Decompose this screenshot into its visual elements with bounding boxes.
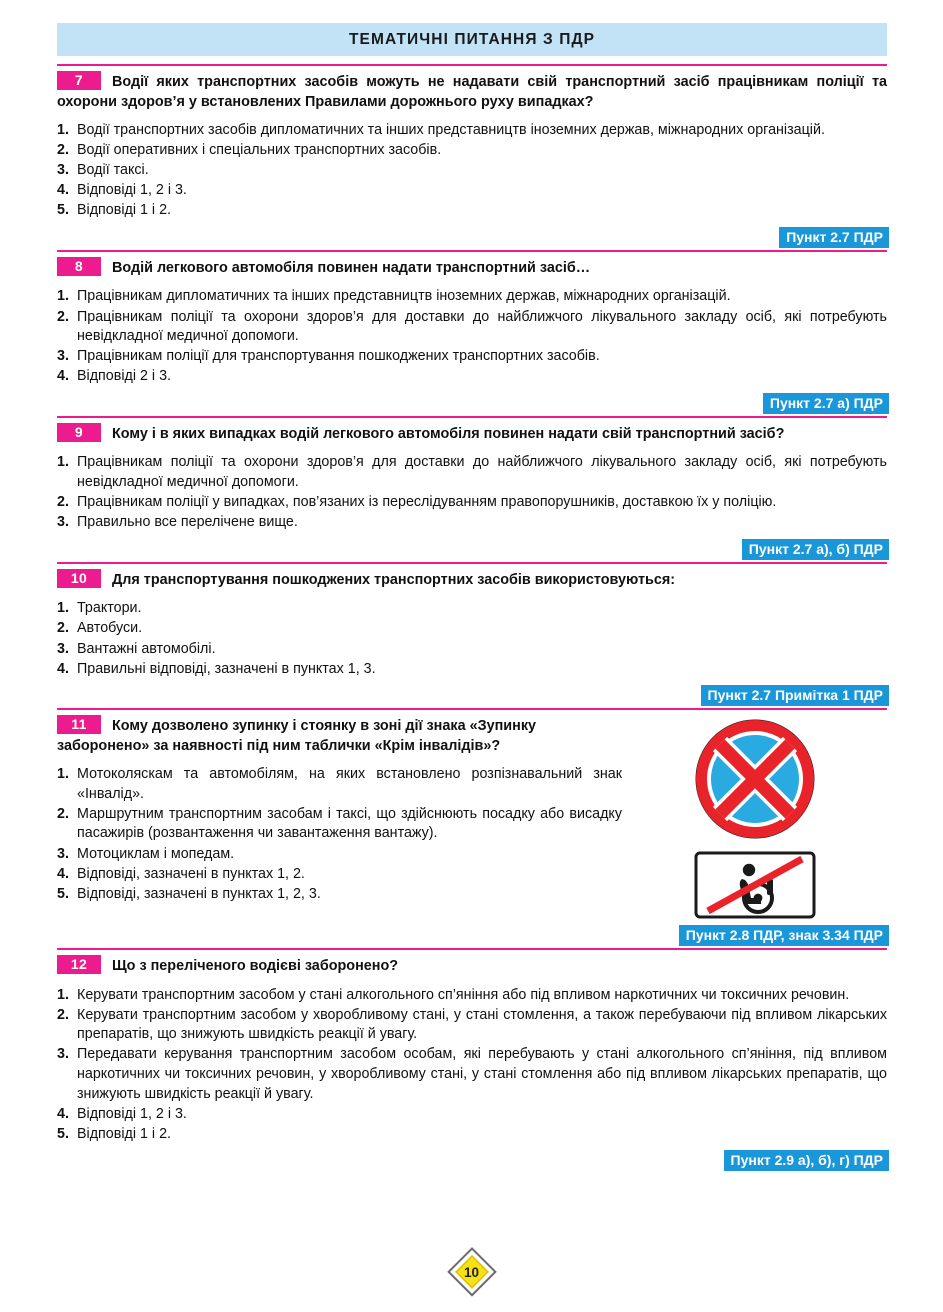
answer-text: Водії транспортних засобів дипломатичних та інших представництв іноземних держав, міжнародних організацій. [77, 122, 825, 138]
answer-text: Керувати транспортним засобом у стані алкогольного сп’яніння або під впливом наркотичних чи токсичних речовин. [77, 986, 850, 1003]
answer-number: 2. [57, 620, 69, 637]
question-divider [57, 948, 887, 950]
answer-text: Відповіді, зазначені в пунктах 1, 2, 3. [77, 885, 321, 902]
answer-option[interactable] [57, 1125, 887, 1145]
question-number-badge: 7 [57, 71, 101, 90]
question-block-7 [57, 64, 887, 250]
answer-option[interactable] [57, 619, 887, 639]
question-number-badge: 9 [57, 423, 101, 442]
question-heading [57, 715, 622, 756]
answer-option[interactable] [57, 347, 887, 367]
question-divider [57, 416, 887, 418]
answer-list [57, 986, 887, 1145]
question-text: Що з переліченого водієві заборонено? [112, 958, 399, 975]
answer-text: Відповіді 1 і 2. [77, 202, 172, 219]
question-text: Водії яких транспортних засобів можуть не надавати свій транспортний засіб працівникам поліції та охорони здоров’я у встановлених Правилами дорожнього руху випадках? [57, 74, 887, 110]
answer-list [57, 765, 622, 904]
answer-number: 1. [57, 454, 69, 471]
answer-option[interactable] [57, 493, 887, 513]
reference-row [57, 539, 887, 562]
question-divider [57, 708, 887, 710]
question-11-text-column [57, 715, 622, 905]
answer-number: 1. [57, 986, 69, 1003]
answer-option[interactable] [57, 845, 622, 865]
reference-badge: Пункт 2.7 Примітка 1 ПДР [701, 685, 889, 706]
answer-text: Відповіді 1 і 2. [77, 1125, 172, 1142]
question-text: Для транспортування пошкоджених транспортних засобів використовуються: [112, 571, 676, 588]
reference-badge: Пункт 2.7 а), б) ПДР [742, 539, 889, 560]
question-heading [57, 257, 887, 279]
answer-number: 3. [57, 514, 69, 531]
answer-number: 2. [57, 308, 69, 325]
page-header-band [57, 23, 887, 56]
question-heading [57, 955, 887, 977]
answer-number: 4. [57, 1105, 69, 1122]
answer-number: 1. [57, 600, 69, 617]
no-stopping-sign-icon [695, 719, 815, 839]
answer-number: 1. [57, 288, 69, 305]
answer-option[interactable] [57, 308, 887, 347]
question-number-badge: 10 [57, 569, 101, 588]
answer-option[interactable] [57, 161, 887, 181]
answer-number: 4. [57, 865, 69, 882]
question-divider [57, 64, 887, 66]
answer-number: 3. [57, 348, 69, 365]
answer-option[interactable] [57, 181, 887, 201]
question-block-10 [57, 562, 887, 708]
page-number: 10 [463, 1264, 480, 1280]
question-block-9 [57, 416, 887, 562]
question-block-8 [57, 250, 887, 416]
answer-text: Працівникам поліції та охорони здоров’я для доставки до найближчого лікувального закладу осіб, які потребують невідкладної медичної допомоги. [77, 308, 887, 345]
answer-number: 5. [57, 885, 69, 902]
answer-text: Автобуси. [77, 620, 143, 637]
answer-text: Правильно все перелічене вище. [77, 514, 298, 531]
answer-number: 3. [57, 845, 69, 862]
question-divider [57, 562, 887, 564]
answer-number: 2. [57, 494, 69, 511]
answer-number: 2. [57, 142, 69, 159]
reference-badge: Пункт 2.9 а), б), г) ПДР [724, 1150, 889, 1171]
page-number-marker [446, 1246, 498, 1298]
question-heading [57, 569, 887, 591]
question-number-badge: 8 [57, 257, 101, 276]
answer-list [57, 287, 887, 386]
answer-text: Працівникам поліції у випадках, пов’язаних із переслідуванням правопорушників, доставкою їх у поліцію. [77, 494, 777, 511]
reference-row [57, 685, 887, 708]
answer-option[interactable] [57, 201, 887, 221]
page-title: ТЕМАТИЧНІ ПИТАННЯ З ПДР [348, 30, 596, 48]
answer-option[interactable] [57, 765, 622, 804]
question-text: Водій легкового автомобіля повинен надати транспортний засіб… [112, 259, 591, 276]
answer-list [57, 121, 887, 221]
answer-option[interactable] [57, 453, 887, 492]
answer-option[interactable] [57, 805, 622, 844]
answer-number: 2. [57, 805, 69, 822]
answer-number: 5. [57, 202, 69, 219]
answer-text: Працівникам поліції та охорони здоров’я для доставки до найближчого лікувального закладу осіб, які потребують невідкладної медичної допомоги. [77, 454, 887, 491]
answer-number: 1. [57, 766, 69, 783]
answer-text: Водії таксі. [77, 162, 149, 179]
answer-option[interactable] [57, 986, 887, 1006]
answer-text: Працівникам поліції для транспортування пошкоджених транспортних засобів. [77, 348, 600, 365]
answer-number: 4. [57, 368, 69, 385]
question-block-12 [57, 948, 887, 1173]
answer-option[interactable] [57, 513, 887, 533]
answer-text: Правильні відповіді, зазначені в пунктах 1, 3. [77, 660, 376, 677]
answer-option[interactable] [57, 1105, 887, 1125]
answer-text: Маршрутним транспортним засобам і таксі, що здійснюють посадку або висадку пасажирів (розвантаження чи завантаження вантажу). [77, 805, 622, 842]
answer-number: 3. [57, 1046, 69, 1063]
question-text: Кому дозволено зупинку і стоянку в зоні дії знака «Зупинку заборонено» за наявності під ним таблички «Крім інвалідів»? [57, 718, 537, 754]
questions-container [57, 64, 887, 1173]
answer-number: 1. [57, 122, 69, 138]
question-number-badge: 11 [57, 715, 101, 734]
page-footer [0, 1246, 943, 1298]
answer-number: 2. [57, 1006, 69, 1023]
answer-option[interactable] [57, 287, 887, 307]
answer-number: 3. [57, 162, 69, 179]
answer-text: Мотоколяскам та автомобілям, на яких встановлено розпізнавальний знак «Інвалід». [77, 766, 622, 802]
answer-text: Відповіді 1, 2 і 3. [77, 1105, 187, 1122]
answer-text: Трактори. [77, 600, 142, 617]
reference-badge: Пункт 2.7 ПДР [779, 227, 889, 248]
answer-text: Водії оперативних і спеціальних транспортних засобів. [77, 142, 442, 159]
answer-text: Працівникам дипломатичних та інших представництв іноземних держав, міжнародних організацій. [77, 288, 731, 305]
except-disabled-plate-icon [694, 851, 816, 919]
answer-option[interactable] [57, 1006, 887, 1045]
answer-number: 3. [57, 640, 69, 657]
answer-list [57, 599, 887, 679]
reference-row [57, 227, 887, 250]
answer-text: Відповіді 2 і 3. [77, 368, 172, 385]
answer-option[interactable] [57, 599, 887, 619]
reference-badge: Пункт 2.8 ПДР, знак 3.34 ПДР [679, 925, 889, 946]
answer-text: Керувати транспортним засобом у хворобливому стані, у стані стомлення, а також перебуваючи під впливом лікарських препаратів, що знижують швидкість реакції й увагу. [77, 1006, 887, 1043]
question-heading [57, 71, 887, 112]
answer-option[interactable] [57, 141, 887, 161]
answer-option[interactable] [57, 660, 887, 680]
question-11-illustration-column [622, 715, 887, 919]
answer-option[interactable] [57, 1045, 887, 1104]
question-heading [57, 423, 887, 445]
question-text: Кому і в яких випадках водій легкового автомобіля повинен надати свій транспортний засіб? [112, 425, 785, 442]
answer-option[interactable] [57, 885, 622, 905]
answer-number: 4. [57, 182, 69, 199]
question-number-badge: 12 [57, 955, 101, 974]
answer-option[interactable] [57, 640, 887, 660]
question-block-11 [57, 708, 887, 948]
reference-badge: Пункт 2.7 а) ПДР [763, 393, 889, 414]
answer-list [57, 453, 887, 532]
reference-row [57, 1150, 887, 1173]
answer-text: Мотоциклам і мопедам. [77, 845, 235, 862]
question-divider [57, 250, 887, 252]
answer-text: Вантажні автомобілі. [77, 640, 216, 657]
answer-text: Відповіді, зазначені в пунктах 1, 2. [77, 865, 305, 882]
answer-option[interactable] [57, 121, 887, 141]
reference-row [57, 925, 887, 948]
answer-number: 4. [57, 660, 69, 677]
answer-text: Відповіді 1, 2 і 3. [77, 182, 187, 199]
answer-text: Передавати керування транспортним засобом особам, які перебувають у стані алкогольного сп’яніння, під впливом наркотичних чи токсичних речовин, у хворобливому стані, у стані стомлення або під впливом лікарських препаратів, що знижують швидкість реакції й увагу. [77, 1046, 887, 1102]
answer-option[interactable] [57, 367, 887, 387]
reference-row [57, 393, 887, 416]
answer-number: 5. [57, 1125, 69, 1142]
answer-option[interactable] [57, 865, 622, 885]
